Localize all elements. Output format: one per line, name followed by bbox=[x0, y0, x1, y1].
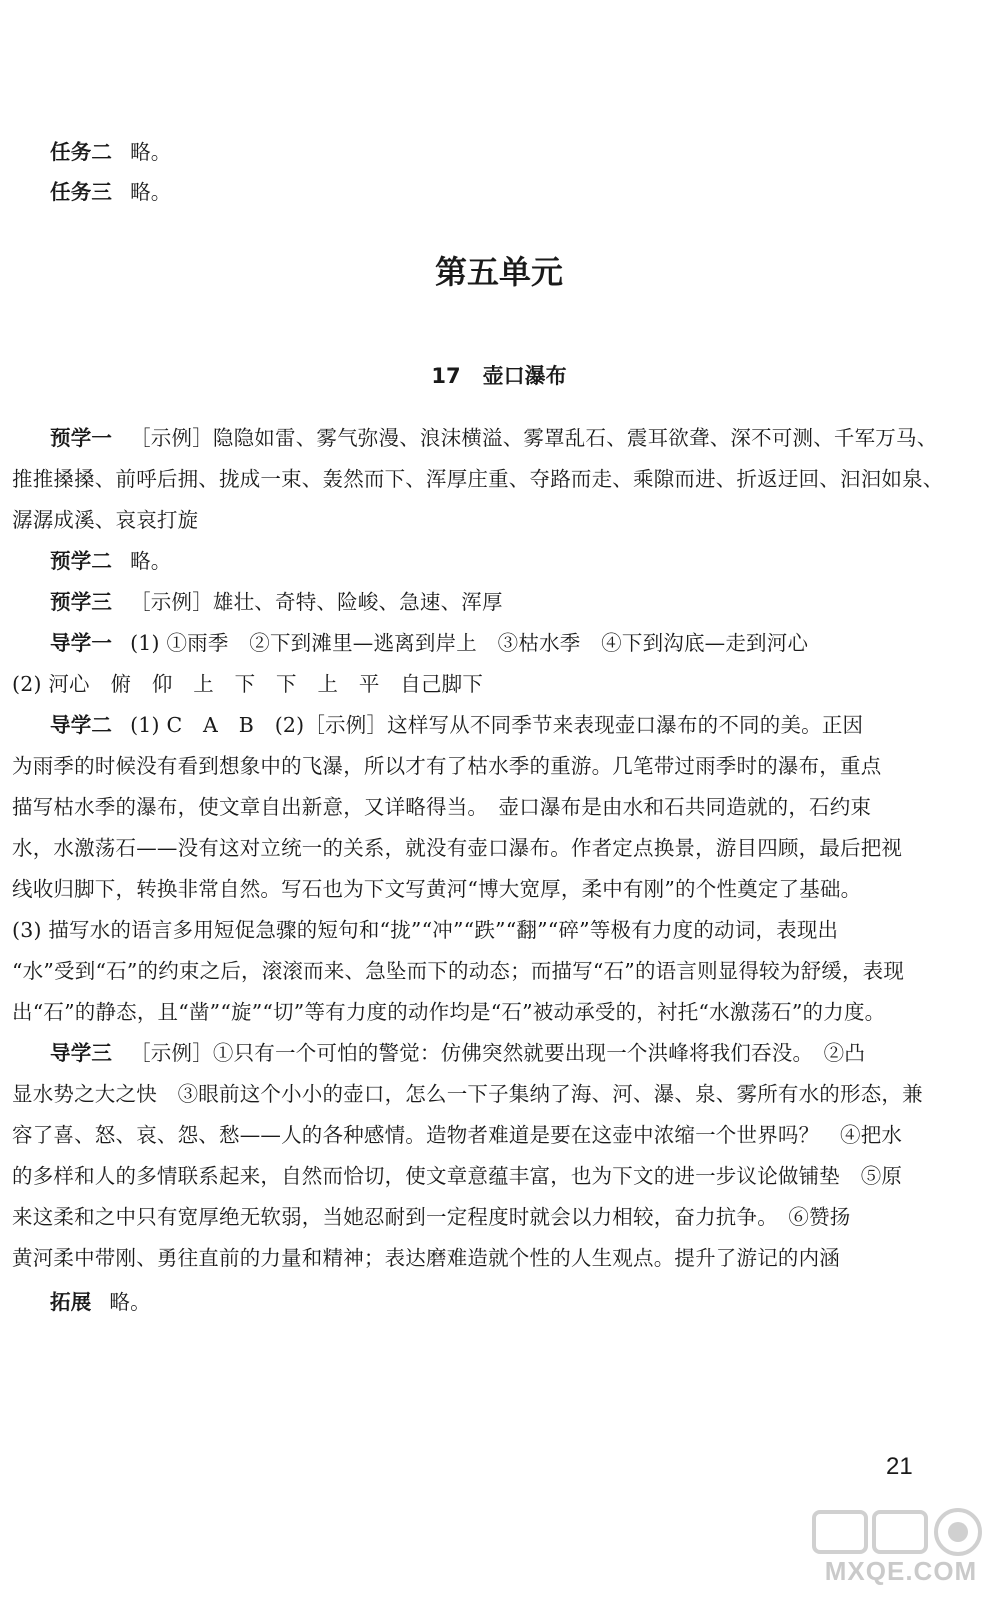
unit-title: 第五单元 bbox=[434, 253, 563, 291]
body-line bbox=[12, 459, 944, 499]
line-text: 黄河柔中带刚、勇往直前的力量和精神；表达磨难造就个性的人生观点。提升了游记的内涵 bbox=[12, 1246, 840, 1270]
line-text: 显水势之大之快 ③眼前这个小小的壶口，怎么一下子集纳了海、河、瀑、泉、雾所有水的形态，兼 bbox=[12, 1082, 923, 1106]
watermark-icon bbox=[806, 1504, 996, 1560]
line-text: 水，水激荡石——没有这对立统一的关系，就没有壶口瀑布。作者定点换景，游目四顾，最后把视 bbox=[12, 836, 903, 860]
body-line bbox=[12, 828, 912, 868]
lesson-title bbox=[0, 356, 998, 396]
task-three-line bbox=[50, 172, 950, 212]
body-line bbox=[50, 541, 950, 581]
body-line bbox=[50, 1282, 950, 1322]
lesson-number: 17 bbox=[431, 364, 461, 388]
lesson-name: 壶口瀑布 bbox=[482, 364, 567, 388]
section-label: 导学二 bbox=[50, 713, 113, 737]
line-text: 潺潺成溪、哀哀打旋 bbox=[12, 508, 199, 532]
body-line bbox=[12, 787, 912, 827]
line-text: 描写枯水季的瀑布，使文章自出新意，又详略得当。 壶口瀑布是由水和石共同造就的，石约束 bbox=[12, 795, 872, 819]
watermark-text: MXQE.COM bbox=[824, 1556, 978, 1586]
line-text: ［示例］雄壮、奇特、险峻、急速、浑厚 bbox=[130, 590, 503, 614]
body-line bbox=[12, 664, 912, 704]
line-text: 来这柔和之中只有宽厚绝无软弱，当她忍耐到一定程度时就会以力相较，奋力抗争。 ⑥赞扬 bbox=[12, 1205, 851, 1229]
line-text: (1) ①雨季 ②下到滩里—逃离到岸上 ③枯水季 ④下到沟底—走到河心 bbox=[130, 631, 809, 655]
body-line bbox=[50, 1033, 950, 1073]
line-text: 为雨季的时候没有看到想象中的飞瀑，所以才有了枯水季的重游。几笔带过雨季时的瀑布，重点 bbox=[12, 754, 882, 778]
line-text: ［示例］①只有一个可怕的警觉：仿佛突然就要出现一个洪峰将我们吞没。 ②凸 bbox=[130, 1041, 866, 1065]
body-line bbox=[50, 582, 950, 622]
task-label: 任务三 bbox=[50, 180, 113, 204]
line-text: “水”受到“石”的约束之后，滚滚而来、急坠而下的动态；而描写“石”的语言则显得较为舒缓，表现 bbox=[12, 959, 905, 983]
body-line bbox=[12, 951, 912, 991]
task-text: 略。 bbox=[130, 140, 172, 164]
line-text: (2) 河心 俯 仰 上 下 下 上 平 自己脚下 bbox=[12, 672, 484, 696]
body-line bbox=[50, 623, 950, 663]
section-label: 预学三 bbox=[50, 590, 113, 614]
page-number: 21 bbox=[886, 1453, 913, 1480]
body-line bbox=[50, 705, 950, 745]
line-text: ［示例］隐隐如雷、雾气弥漫、浪沫横溢、雾罩乱石、震耳欲聋、深不可测、千军万马、 bbox=[130, 426, 938, 450]
section-label: 预学一 bbox=[50, 426, 113, 450]
body-line bbox=[12, 1074, 923, 1114]
section-label: 导学一 bbox=[50, 631, 113, 655]
section-label: 预学二 bbox=[50, 549, 113, 573]
task-two-line bbox=[50, 132, 950, 172]
line-text: 的多样和人的多情联系起来，自然而恰切，使文章意蕴丰富，也为下文的进一步议论做铺垫 ⑤原 bbox=[12, 1164, 903, 1188]
body-line bbox=[12, 992, 912, 1032]
line-text: (1) C A B (2)［示例］这样写从不同季节来表现壶口瀑布的不同的美。正因 bbox=[130, 713, 864, 737]
task-text: 略。 bbox=[130, 180, 172, 204]
body-line bbox=[12, 746, 912, 786]
line-text: (3) 描写水的语言多用短促急骤的短句和“拢”“冲”“跌”“翻”“碎”等极有力度的动词，表现出 bbox=[12, 918, 839, 942]
body-line bbox=[12, 1156, 912, 1196]
line-text: 容了喜、怒、哀、怨、愁——人的各种感情。造物者难道是要在这壶中浓缩一个世界吗？ ④把水 bbox=[12, 1123, 903, 1147]
task-label: 任务二 bbox=[50, 140, 113, 164]
line-text: 略。 bbox=[109, 1290, 151, 1314]
line-text: 线收归脚下，转换非常自然。写石也为下文写黄河“博大宽厚，柔中有刚”的个性奠定了基础。 bbox=[12, 877, 862, 901]
body-line bbox=[12, 500, 912, 540]
section-label: 导学三 bbox=[50, 1041, 113, 1065]
body-line bbox=[12, 869, 912, 909]
watermark-logo bbox=[806, 1504, 996, 1600]
line-text: 推推搡搡、前呼后拥、拢成一束、轰然而下、浑厚庄重、夺路而走、乘隙而进、折返迂回、汩汩如泉、 bbox=[12, 467, 944, 491]
body-line bbox=[12, 1238, 912, 1278]
body-line bbox=[12, 910, 912, 950]
body-line bbox=[12, 1197, 912, 1237]
line-text: 出“石”的静态，且“凿”“旋”“切”等有力度的动作均是“石”被动承受的，衬托“水激荡石”的力度。 bbox=[12, 1000, 886, 1024]
line-text: 略。 bbox=[130, 549, 172, 573]
body-line bbox=[12, 1115, 912, 1155]
section-label: 拓展 bbox=[50, 1290, 92, 1314]
body-line bbox=[50, 418, 950, 458]
